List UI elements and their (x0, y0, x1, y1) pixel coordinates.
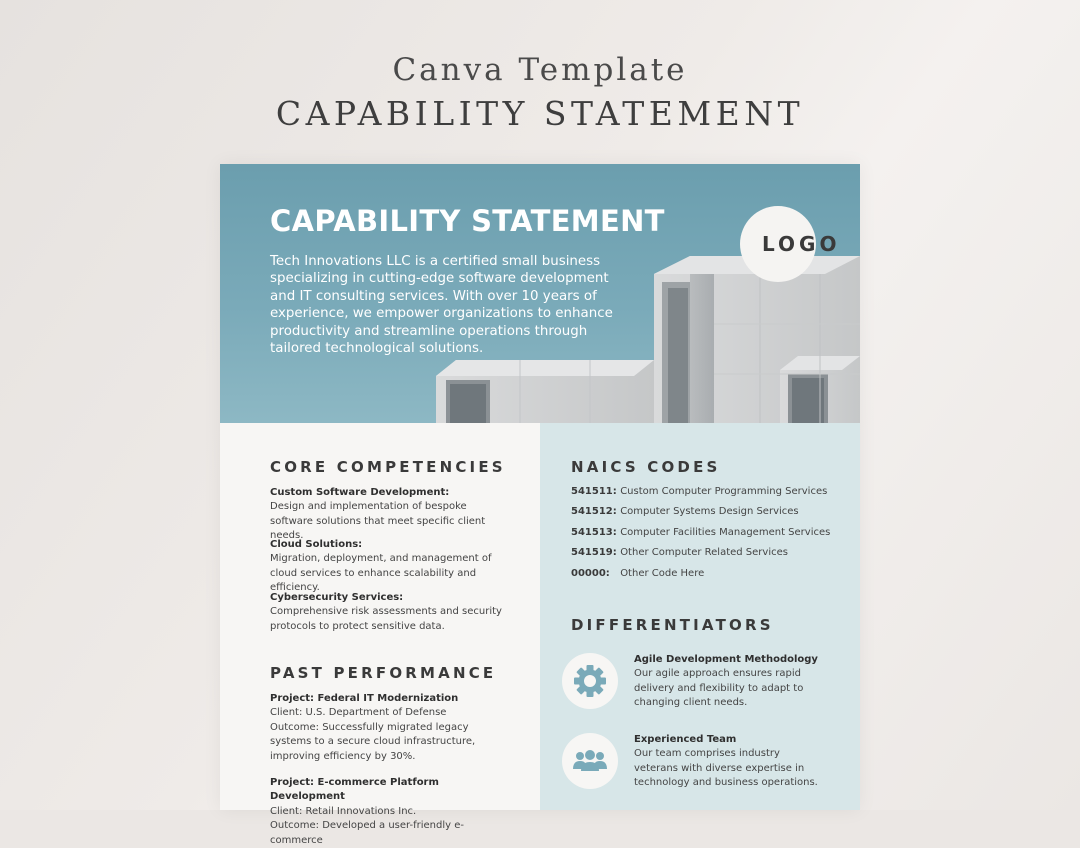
left-column (220, 423, 540, 846)
project-outcome: Outcome: Developed a user-friendly e-commerce (270, 820, 465, 846)
right-column (540, 423, 860, 810)
differentiator-title: Experienced Team (634, 734, 737, 745)
team-icon (562, 733, 618, 789)
differentiators-heading: DIFFERENTIATORS (571, 616, 774, 634)
project-item (270, 776, 510, 848)
naics-row (571, 486, 851, 497)
differentiator-item (634, 653, 824, 711)
project-item (270, 692, 510, 764)
naics-row (571, 547, 851, 558)
naics-code: 541512: (571, 506, 617, 517)
differentiator-item (634, 733, 824, 791)
competency-title: Cloud Solutions: (270, 539, 363, 550)
competency-item (270, 486, 510, 544)
differentiator-title: Agile Development Methodology (634, 654, 818, 665)
competency-body: Migration, deployment, and management of cloud services to enhance scalability and efficiency. (270, 553, 492, 594)
past-performance-heading: PAST PERFORMANCE (270, 664, 497, 682)
naics-code: 541511: (571, 486, 617, 497)
template-subtitle: Canva Template (392, 52, 688, 88)
banner (220, 164, 860, 423)
gear-icon (562, 653, 618, 709)
competency-item (270, 591, 510, 634)
naics-row (571, 527, 851, 538)
project-title: Project: E-commerce Platform Development (270, 777, 439, 803)
competency-title: Cybersecurity Services: (270, 592, 404, 603)
naics-label: Computer Systems Design Services (620, 506, 799, 517)
document-title: CAPABILITY STATEMENT (270, 204, 665, 238)
differentiator-body: Our team comprises industry veterans with diverse expertise in technology and business operations. (634, 748, 818, 789)
intro-paragraph: Tech Innovations LLC is a certified small business specializing in cutting-edge software development and IT consulting services. With over 10 years of experience, we empower organizations to enhance productivity and streamline operations through tailored technological solutions. (270, 254, 613, 357)
naics-heading: NAICS CODES (571, 458, 721, 476)
project-outcome: Outcome: Successfully migrated legacy systems to a secure cloud infrastructure, improving efficiency by 30%. (270, 721, 476, 762)
project-title: Project: Federal IT Modernization (270, 693, 459, 704)
competency-body: Comprehensive risk assessments and security protocols to protect sensitive data. (270, 606, 502, 632)
naics-label: Custom Computer Programming Services (620, 486, 828, 497)
logo-text: LOGO (762, 232, 841, 256)
naics-label: Other Code Here (620, 568, 705, 579)
differentiator-body: Our agile approach ensures rapid delivery and flexibility to adapt to changing client needs. (634, 668, 804, 709)
naics-code: 541513: (571, 527, 617, 538)
naics-row (571, 568, 851, 579)
naics-row (571, 506, 851, 517)
logo-placeholder (740, 206, 841, 282)
naics-label: Computer Facilities Management Services (620, 527, 831, 538)
naics-label: Other Computer Related Services (620, 547, 788, 558)
project-client: Client: Retail Innovations Inc. (270, 805, 417, 817)
core-competencies-heading: CORE COMPETENCIES (270, 458, 506, 476)
naics-code: 00000: (571, 568, 610, 579)
competency-body: Design and implementation of bespoke software solutions that meet specific client needs. (270, 501, 486, 542)
template-title: CAPABILITY STATEMENT (275, 94, 805, 133)
naics-code: 541519: (571, 547, 617, 558)
project-client: Client: U.S. Department of Defense (270, 707, 447, 719)
competency-item (270, 538, 510, 596)
capability-statement-document (220, 164, 860, 846)
competency-title: Custom Software Development: (270, 487, 450, 498)
